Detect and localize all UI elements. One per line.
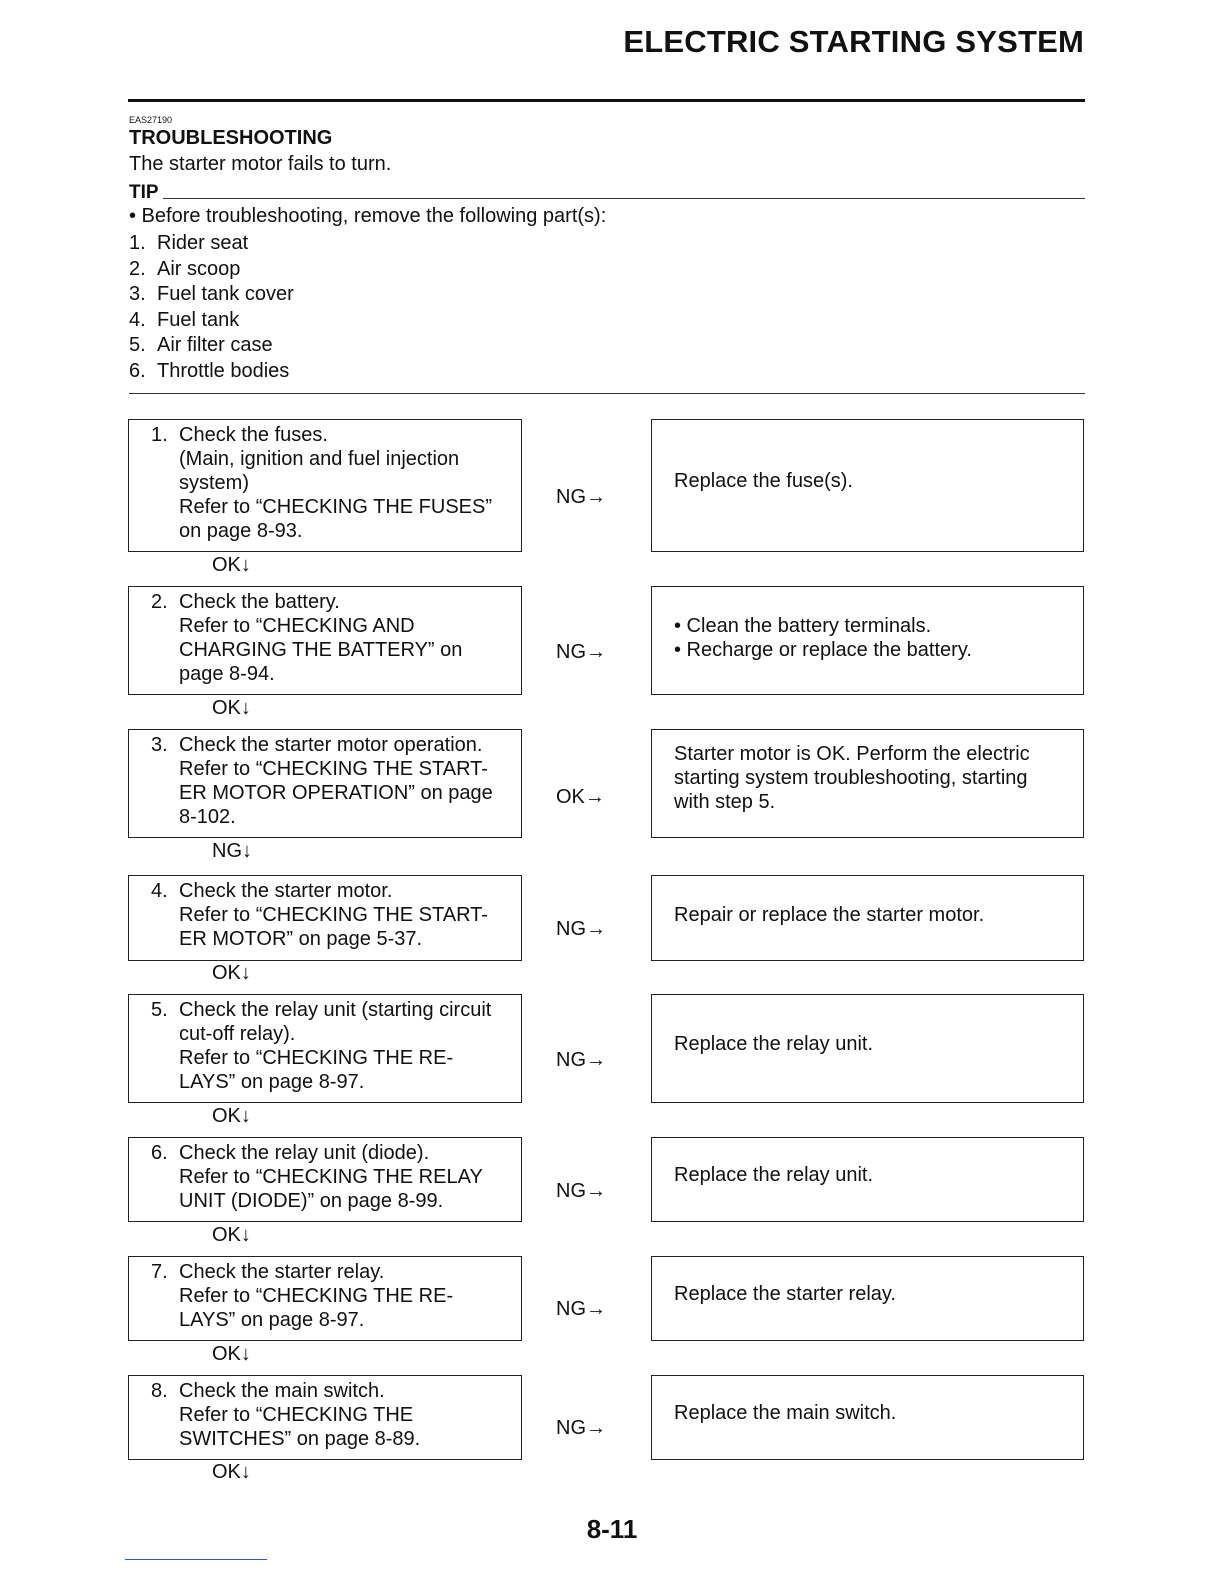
section-subtitle: The starter motor fails to turn.	[129, 153, 392, 175]
step-line: Check the battery.	[179, 591, 340, 613]
list-item-text: Rider seat	[157, 232, 249, 254]
list-item	[129, 359, 294, 385]
step-number: 3.	[151, 734, 168, 756]
step-line: Refer to “CHECKING AND	[179, 615, 415, 637]
step-line: Refer to “CHECKING THE	[179, 1404, 414, 1426]
step-number: 7.	[151, 1261, 168, 1283]
step-line: 8-102.	[179, 806, 236, 828]
result-box-2	[651, 586, 1084, 695]
step-line: Check the main switch.	[179, 1380, 385, 1402]
step-line: Check the starter motor operation.	[179, 734, 483, 756]
ok-down-arrow: OK↓	[212, 962, 251, 984]
step-line: Check the fuses.	[179, 424, 328, 446]
step-line: Refer to “CHECKING THE FUSES”	[179, 496, 493, 518]
ng-arrow: NG→	[556, 641, 606, 663]
step-text	[179, 423, 515, 543]
result-line: starting system troubleshooting, starting	[674, 767, 1028, 789]
ok-down-arrow: OK↓	[212, 1105, 251, 1127]
step-text	[179, 998, 515, 1094]
step-text	[179, 1141, 515, 1213]
step-box-3	[128, 729, 522, 838]
result-line: Replace the relay unit.	[674, 1032, 874, 1055]
step-line: Check the relay unit (starting circuit	[179, 999, 492, 1021]
ng-arrow: NG→	[556, 1049, 606, 1071]
ok-arrow: OK→	[556, 786, 605, 808]
result-line: Replace the starter relay.	[674, 1282, 896, 1305]
step-text	[179, 879, 515, 951]
result-line: Replace the relay unit.	[674, 1163, 874, 1186]
step-box-5	[128, 994, 522, 1103]
list-item-number: 6.	[129, 359, 146, 382]
list-item	[129, 231, 294, 257]
result-line: with step 5.	[674, 791, 776, 813]
parts-list	[129, 231, 294, 385]
step-text	[179, 1260, 515, 1332]
step-box-6	[128, 1137, 522, 1222]
ng-arrow: NG→	[556, 918, 606, 940]
result-box-7	[651, 1256, 1084, 1341]
list-item-text: Air filter case	[157, 334, 273, 357]
tip-heading	[129, 182, 1085, 206]
ok-down-arrow: OK↓	[212, 1461, 251, 1483]
ng-down-arrow: NG↓	[212, 840, 252, 862]
list-item-text: Fuel tank	[157, 308, 240, 331]
result-line: Starter motor is OK. Perform the electric	[674, 743, 1030, 765]
page-number: 8-11	[586, 1514, 638, 1544]
result-line: Replace the main switch.	[674, 1401, 897, 1424]
tip-label: TIP	[129, 182, 163, 204]
list-item-text: Air scoop	[157, 257, 241, 280]
step-box-8	[128, 1375, 522, 1460]
header-rule	[128, 99, 1085, 102]
step-box-2	[128, 586, 522, 695]
step-line: system)	[179, 472, 249, 494]
result-box-8	[651, 1375, 1084, 1460]
step-number: 5.	[151, 999, 168, 1021]
step-line: Refer to “CHECKING THE RELAY	[179, 1166, 483, 1188]
list-item	[129, 308, 294, 334]
step-line: LAYS” on page 8-97.	[179, 1071, 365, 1093]
ok-down-arrow: OK↓	[212, 1224, 251, 1246]
tip-rule	[163, 198, 1085, 199]
result-box-4	[651, 875, 1084, 961]
step-number: 2.	[151, 591, 168, 613]
step-number: 6.	[151, 1142, 168, 1164]
step-line: Refer to “CHECKING THE START-	[179, 758, 488, 780]
step-line: LAYS” on page 8-97.	[179, 1309, 365, 1331]
ok-down-arrow: OK↓	[212, 697, 251, 719]
ng-arrow: NG→	[556, 1298, 606, 1320]
result-box-5	[651, 994, 1084, 1103]
step-line: ER MOTOR” on page 5-37.	[179, 928, 423, 950]
step-number: 1.	[151, 424, 168, 446]
ng-arrow: NG→	[556, 1180, 606, 1202]
step-box-1	[128, 419, 522, 552]
list-item-text: Throttle bodies	[157, 359, 290, 382]
ng-arrow: NG→	[556, 1417, 606, 1439]
step-line: Check the relay unit (diode).	[179, 1142, 430, 1164]
footer-link-rule	[125, 1559, 267, 1560]
ok-down-arrow: OK↓	[212, 1343, 251, 1365]
step-line: Refer to “CHECKING THE START-	[179, 904, 488, 926]
result-line: • Recharge or replace the battery.	[674, 638, 972, 661]
step-line: SWITCHES” on page 8-89.	[179, 1428, 421, 1450]
step-line: Refer to “CHECKING THE RE-	[179, 1047, 454, 1069]
step-line: page 8-94.	[179, 663, 275, 685]
step-text	[179, 590, 515, 686]
result-line: • Clean the battery terminals.	[674, 614, 932, 637]
list-item-text: Fuel tank cover	[157, 283, 294, 306]
step-line: Check the starter relay.	[179, 1261, 385, 1283]
page-header-title: ELECTRIC STARTING SYSTEM	[623, 24, 1084, 59]
section-title: TROUBLESHOOTING	[129, 127, 333, 149]
step-line: on page 8-93.	[179, 520, 303, 542]
result-box-6	[651, 1137, 1084, 1222]
step-line: Refer to “CHECKING THE RE-	[179, 1285, 454, 1307]
list-item	[129, 282, 294, 308]
step-line: Check the starter motor.	[179, 880, 393, 902]
step-number: 8.	[151, 1380, 168, 1402]
list-item-number: 5.	[129, 334, 146, 357]
step-box-4	[128, 875, 522, 961]
result-box-1	[651, 419, 1084, 552]
tip-intro: • Before troubleshooting, remove the following part(s):	[129, 205, 607, 227]
step-line: (Main, ignition and fuel injection	[179, 448, 460, 470]
result-line: Repair or replace the starter motor.	[674, 904, 985, 926]
tip-end-rule	[129, 393, 1085, 394]
list-item-number: 1.	[129, 232, 146, 254]
step-box-7	[128, 1256, 522, 1341]
ng-arrow: NG→	[556, 486, 606, 508]
list-item-number: 3.	[129, 283, 146, 306]
section-code: EAS27190	[129, 115, 173, 125]
step-text	[179, 733, 515, 829]
step-number: 4.	[151, 880, 168, 902]
ok-down-arrow: OK↓	[212, 554, 251, 576]
step-line: CHARGING THE BATTERY” on	[179, 639, 463, 661]
list-item-number: 4.	[129, 308, 146, 331]
list-item	[129, 257, 294, 283]
list-item-number: 2.	[129, 257, 146, 280]
step-line: UNIT (DIODE)” on page 8-99.	[179, 1190, 444, 1212]
step-line: ER MOTOR OPERATION” on page	[179, 782, 493, 804]
list-item	[129, 333, 294, 359]
result-line: Replace the fuse(s).	[674, 469, 853, 492]
step-text	[179, 1379, 515, 1451]
step-line: cut-off relay).	[179, 1023, 296, 1045]
result-box-3	[651, 729, 1084, 838]
